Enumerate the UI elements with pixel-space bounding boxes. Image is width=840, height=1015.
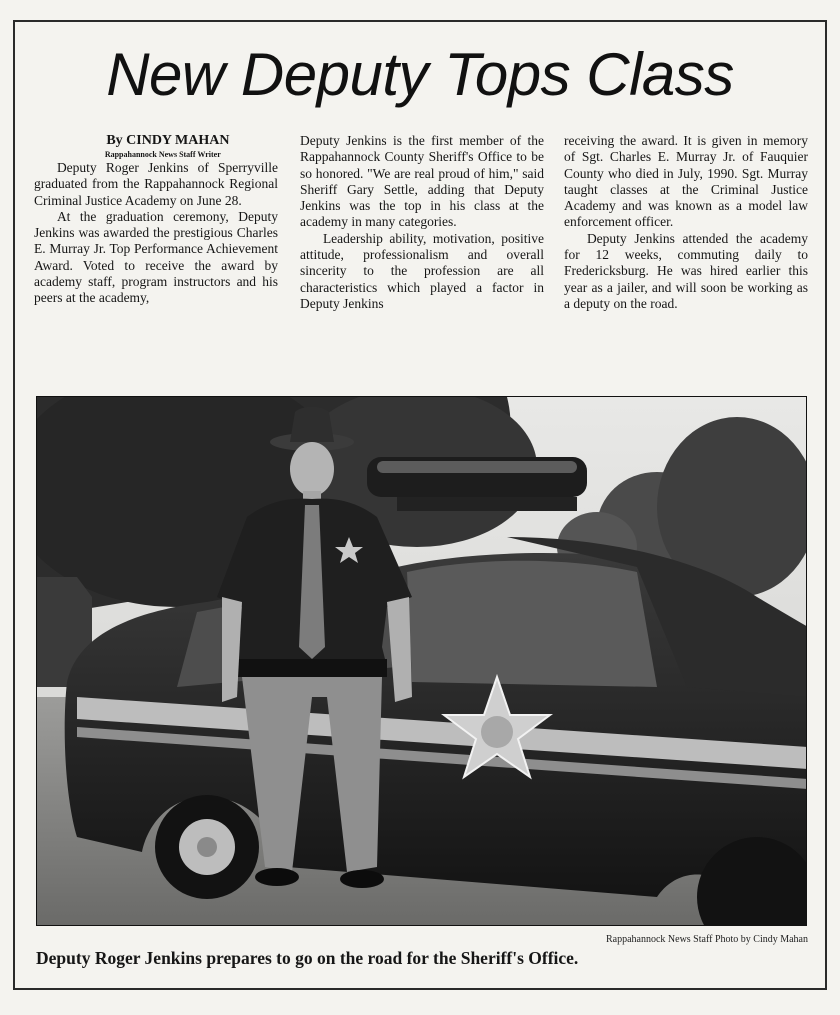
article-paragraph: Deputy Roger Jenkins of Sperryville graduated from the Rappahannock Regional Criminal Justice Academy on June 28. — [34, 160, 278, 208]
news-photo — [36, 396, 807, 926]
article-paragraph: Deputy Jenkins is the first member of the Rappahannock County Sheriff's Office to be so honored. "We are real proud of him," said Sheriff Gary Settle, adding that Deputy Jenkins was the top in his class at the academy in many categories. — [300, 133, 544, 230]
article-paragraph: At the graduation ceremony, Deputy Jenkins was awarded the prestigious Charles E. Murray Jr. Top Performance Achievement Award. Voted to receive the award by academy staff, program instructors and his peers at the academy, — [34, 208, 278, 306]
article-paragraph: Leadership ability, motivation, positive attitude, professionalism and overall sincerity to the profession are all characteristics which played a factor in Deputy Jenkins — [300, 230, 544, 311]
headline: New Deputy Tops Class — [106, 41, 734, 108]
photo-caption: Deputy Roger Jenkins prepares to go on the road for the Sheriff's Office. — [36, 948, 579, 968]
article-column-2 — [300, 133, 544, 312]
article-paragraph: receiving the award. It is given in memory of Sgt. Charles E. Murray Jr. of Fauquier County who died in July, 1990. Sgt. Murray taught classes at the Criminal Justice Academy and was known as a model law enforcement officer. — [564, 133, 808, 230]
article-column-3 — [564, 133, 808, 312]
photo-credit: Rappahannock News Staff Photo by Cindy Mahan — [605, 934, 808, 945]
byline: By CINDY MAHAN — [106, 133, 230, 148]
deputy-with-patrol-car-illustration — [37, 397, 807, 926]
article-column-1 — [34, 133, 278, 307]
byline-affiliation: Rappahannock News Staff Writer — [104, 150, 221, 159]
article-paragraph: Deputy Jenkins attended the academy for 12 weeks, commuting daily to Fredericksburg. He was hired earlier this year as a jailer, and will soon be working as a deputy on the road. — [564, 230, 808, 311]
